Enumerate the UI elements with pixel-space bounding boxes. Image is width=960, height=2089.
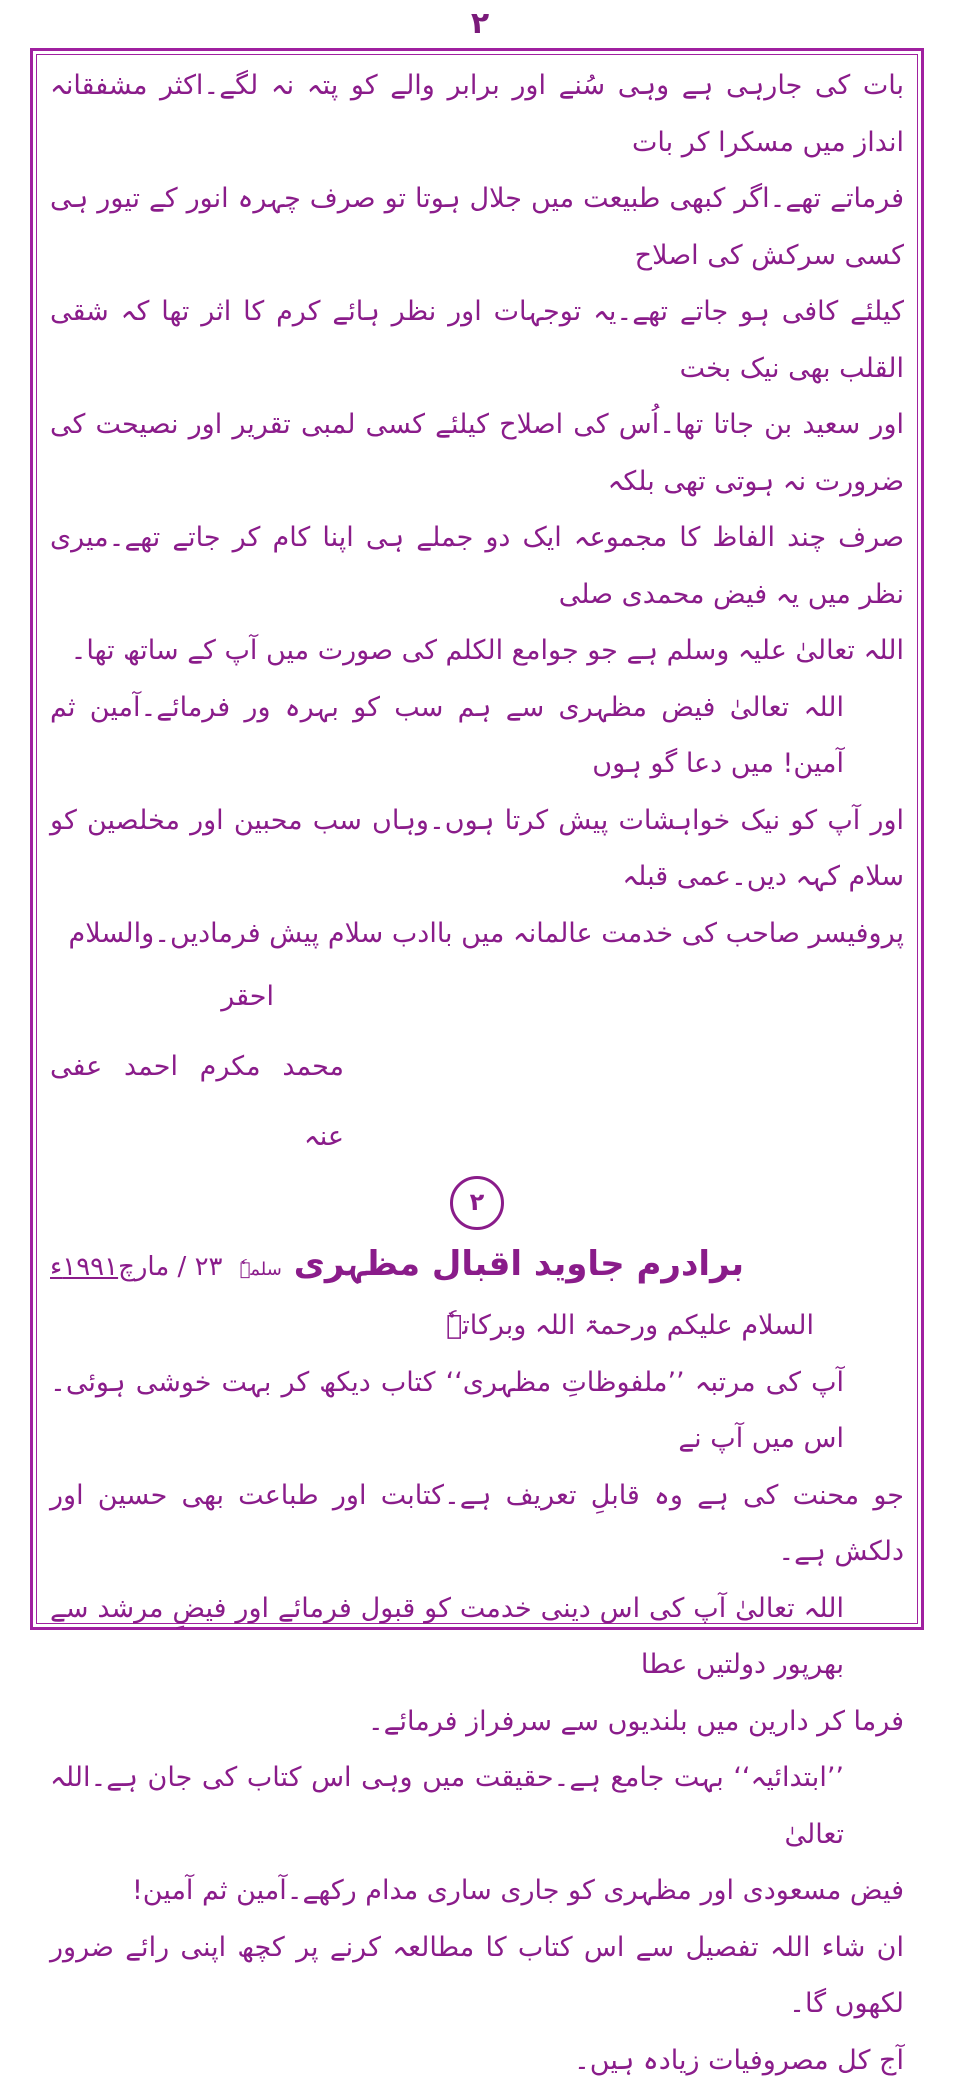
letter-number-row — [50, 1172, 904, 1236]
letter-content — [50, 58, 904, 2089]
text-line: ان شاء اللہ تفصیل سے اس کتاب کا مطالعہ کرنے پر کچھ اپنی رائے ضرور لکھوں گا۔ — [50, 1920, 904, 2033]
text-line: بات کی جارہی ہے وہی سُنے اور برابر والے کو پتہ نہ لگے۔اکثر مشفقانہ انداز میں مسکرا کر بات — [50, 58, 904, 171]
text-line: آپ کی مرتبہ ’’ملفوظاتِ مظہری‘‘ کتاب دیکھ کر بہت خوشی ہوئی۔اس میں آپ نے — [50, 1355, 904, 1468]
text-line: اللہ تعالیٰ فیض مظہری سے ہم سب کو بہرہ ور فرمائے۔آمین ثم آمین! میں دعا گو ہوں — [50, 680, 904, 793]
text-line: ’’ابتدائیہ‘‘ بہت جامع ہے۔حقیقت میں وہی اس کتاب کی جان ہے۔اللہ تعالیٰ — [50, 1750, 904, 1863]
text-line: کیلئے کافی ہو جاتے تھے۔یہ توجہات اور نظر ہائے کرم کا اثر تھا کہ شقی القلب بھی نیک بخت — [50, 284, 904, 397]
letter-date: ۲۳ / مارچ۱۹۹۱ء — [50, 1239, 223, 1296]
recipient-suffix: سلمہٗ — [240, 1259, 282, 1280]
page-number: ۲ — [0, 6, 960, 41]
text-line: پروفیسر صاحب کی خدمت عالمانہ میں باادب سلام پیش فرمادیں۔والسلام — [50, 906, 904, 963]
recipient-title: برادرم جاوید اقبال مظہری سلمہٗ — [240, 1236, 904, 1299]
text-line: جو محنت کی ہے وہ قابلِ تعریف ہے۔کتابت اور طباعت بھی حسین اور دلکش ہے۔ — [50, 1468, 904, 1581]
text-line: فرماتے تھے۔اگر کبھی طبیعت میں جلال ہوتا تو صرف چہرہ انور کے تیور ہی کسی سرکش کی اصلاح — [50, 171, 904, 284]
text-line: اللہ تعالیٰ آپ کی اس دینی خدمت کو قبول فرمائے اور فیضِ مرشد سے بھرپور دولتیں عطا — [50, 1581, 904, 1694]
text-line: اور سعید بن جاتا تھا۔اُس کی اصلاح کیلئے کسی لمبی تقریر اور نصیحت کی ضرورت نہ ہوتی تھی بلکہ — [50, 397, 904, 510]
text-line: اللہ تعالیٰ علیہ وسلم ہے جو جوامع الکلم کی صورت میں آپ کے ساتھ تھا۔ — [50, 623, 904, 680]
letter-header — [50, 1236, 904, 1298]
letter-number-badge: ۲ — [450, 1176, 504, 1230]
text-line: فیض مسعودی اور مظہری کو جاری ساری مدام رکھے۔آمین ثم آمین! — [50, 1863, 904, 1920]
salutation: السلام علیکم ورحمۃ اللہ وبرکاتہٗ — [50, 1298, 904, 1355]
text-line: آج کل مصروفیات زیادہ ہیں۔ — [50, 2033, 904, 2089]
text-line: اور آپ کو نیک خواہشات پیش کرتا ہوں۔وہاں سب محبین اور مخلصین کو سلام کہہ دیں۔عمی قبلہ — [50, 793, 904, 906]
text-line: صرف چند الفاظ کا مجموعہ ایک دو جملے ہی اپنا کام کر جاتے تھے۔میری نظر میں یہ فیض محمدی صلی — [50, 510, 904, 623]
text-line: فرما کر دارین میں بلندیوں سے سرفراز فرمائے۔ — [50, 1694, 904, 1751]
signature-name: محمد مکرم احمد عفی عنہ — [50, 1032, 904, 1172]
signature-label: احقر — [50, 962, 904, 1032]
letter-year: ۱۹۹۱ء — [50, 1252, 118, 1282]
